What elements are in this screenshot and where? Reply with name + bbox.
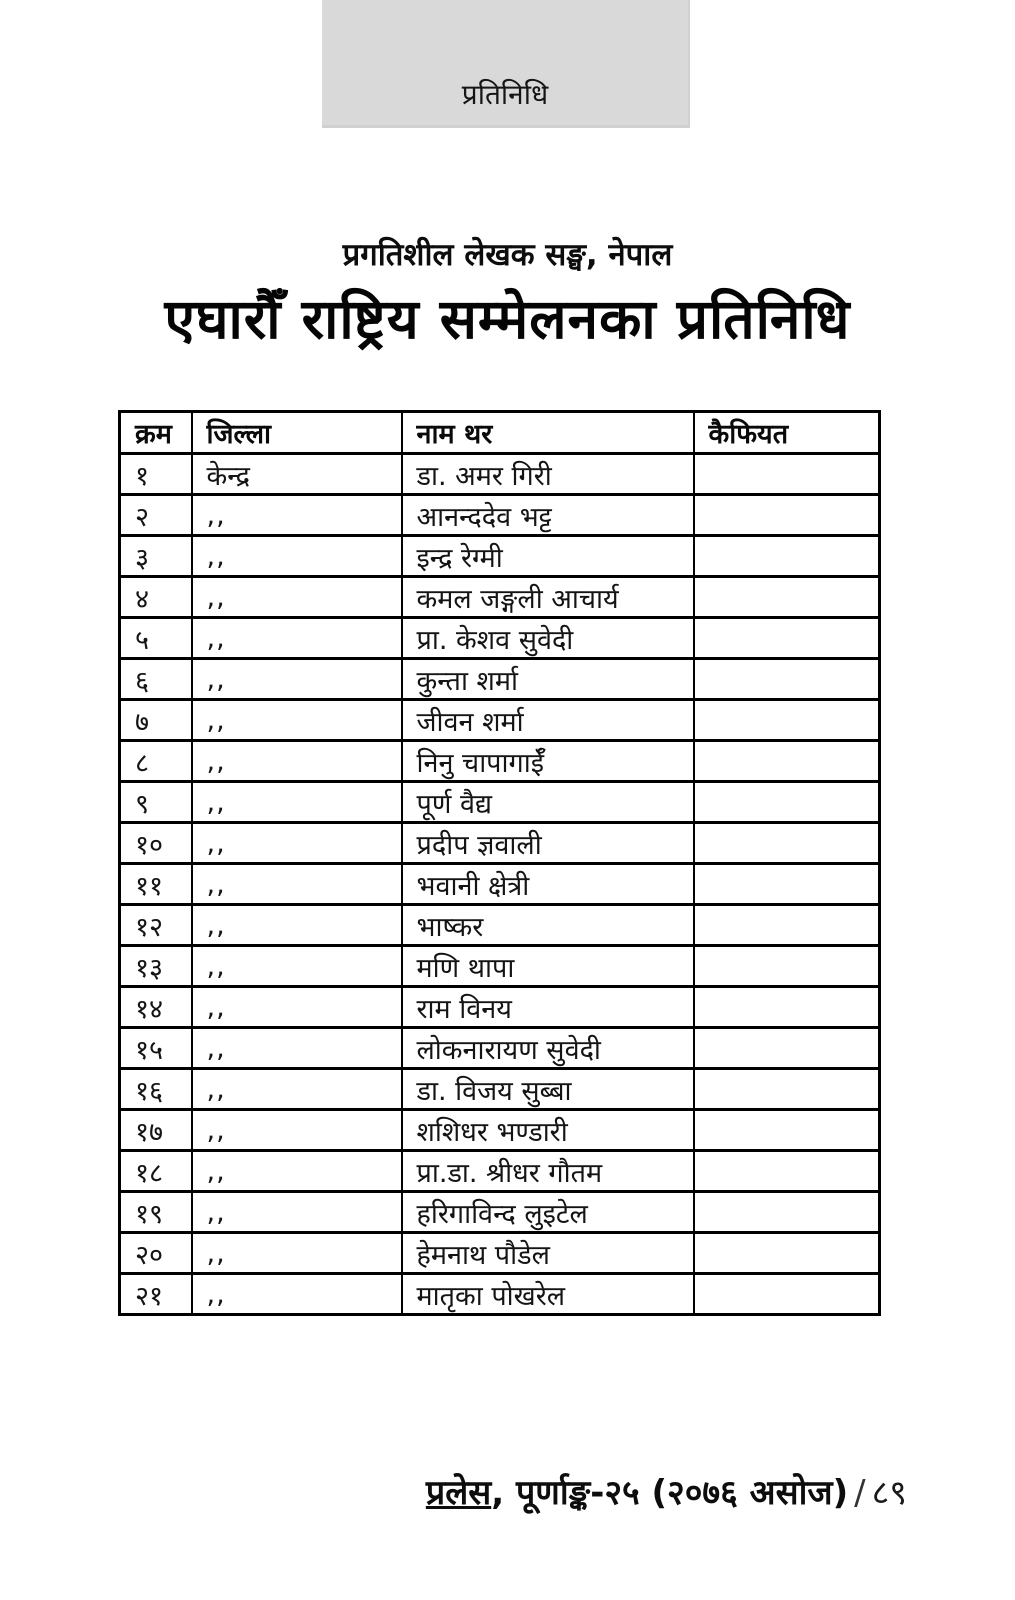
sn-cell: १८ [120,1151,192,1192]
sn-cell: ५ [120,618,192,659]
sn-cell: २० [120,1233,192,1274]
district-cell: ,, [192,495,402,536]
sn-cell: १५ [120,1028,192,1069]
table-row [120,1192,880,1233]
district-cell: ,, [192,618,402,659]
table-row [120,1069,880,1110]
remark-cell [694,536,880,577]
district-cell: ,, [192,1110,402,1151]
remark-cell [694,1151,880,1192]
name-cell: शशिधर भण्डारी [402,1110,694,1151]
sn-cell: ९ [120,782,192,823]
table-row [120,1233,880,1274]
table-row [120,864,880,905]
name-cell: डा. अमर गिरी [402,454,694,495]
remark-cell [694,946,880,987]
page-number: ८९ [871,1473,907,1513]
table-row [120,823,880,864]
district-cell: ,, [192,659,402,700]
table-row [120,946,880,987]
table-row [120,1028,880,1069]
name-cell: हेमनाथ पौडेल [402,1233,694,1274]
column-header-sn: क्रम [120,412,192,454]
name-cell: आनन्ददेव भट्ट [402,495,694,536]
name-cell: डा. विजय सुब्बा [402,1069,694,1110]
issue-info: , पूर्णाङ्क-२५ (२०७६ असोज) [491,1473,849,1513]
footer-separator: / [854,1473,866,1513]
table-row [120,700,880,741]
remark-cell [694,1274,880,1315]
remark-cell [694,905,880,946]
table-row [120,1110,880,1151]
organization-name: प्रगतिशील लेखक सङ्घ, नेपाल [342,237,673,273]
sn-cell: ४ [120,577,192,618]
table-row [120,905,880,946]
running-head-label: प्रतिनिधि [461,78,549,111]
remark-cell [694,741,880,782]
remark-cell [694,1028,880,1069]
table-row [120,659,880,700]
table-row [120,577,880,618]
name-cell: प्रा.डा. श्रीधर गौतम [402,1151,694,1192]
remark-cell [694,1192,880,1233]
sn-cell: ६ [120,659,192,700]
remark-cell [694,618,880,659]
table-row [120,782,880,823]
table-row [120,536,880,577]
remark-cell [694,454,880,495]
column-header-remark: कैफियत [694,412,880,454]
name-cell: हरिगाविन्द लुइटेल [402,1192,694,1233]
sn-cell: १ [120,454,192,495]
table-row [120,1151,880,1192]
name-cell: प्रदीप ज्ञवाली [402,823,694,864]
district-cell: ,, [192,1151,402,1192]
name-cell: लोकनारायण सुवेदी [402,1028,694,1069]
district-cell: ,, [192,782,402,823]
name-cell: मातृका पोखरेल [402,1274,694,1315]
remark-cell [694,987,880,1028]
district-cell: केन्द्र [192,454,402,495]
sn-cell: १३ [120,946,192,987]
district-cell: ,, [192,987,402,1028]
sn-cell: ८ [120,741,192,782]
page-title: एघारौँ राष्ट्रिय सम्मेलनका प्रतिनिधि [164,287,851,351]
district-cell: ,, [192,946,402,987]
table-row [120,495,880,536]
footer-citation [426,1468,907,1514]
district-cell: ,, [192,536,402,577]
name-cell: कुन्ता शर्मा [402,659,694,700]
name-cell: जीवन शर्मा [402,700,694,741]
table-row [120,987,880,1028]
table-row [120,1274,880,1315]
sn-cell: २ [120,495,192,536]
remark-cell [694,495,880,536]
sn-cell: ३ [120,536,192,577]
sn-cell: १७ [120,1110,192,1151]
remark-cell [694,1069,880,1110]
remark-cell [694,659,880,700]
sn-cell: ११ [120,864,192,905]
name-cell: प्रा. केशव सुवेदी [402,618,694,659]
name-cell: भाष्कर [402,905,694,946]
table-row [120,618,880,659]
table-row [120,741,880,782]
remark-cell [694,700,880,741]
sn-cell: १२ [120,905,192,946]
column-header-name: नाम थर [402,412,694,454]
remark-cell [694,823,880,864]
sn-cell: १९ [120,1192,192,1233]
name-cell: भवानी क्षेत्री [402,864,694,905]
remark-cell [694,782,880,823]
name-cell: पूर्ण वैद्य [402,782,694,823]
district-cell: ,, [192,577,402,618]
remark-cell [694,577,880,618]
district-cell: ,, [192,1069,402,1110]
district-cell: ,, [192,864,402,905]
sn-cell: ७ [120,700,192,741]
remark-cell [694,1233,880,1274]
running-head-tab [322,0,690,128]
name-cell: इन्द्र रेग्मी [402,536,694,577]
district-cell: ,, [192,823,402,864]
sn-cell: २१ [120,1274,192,1315]
remark-cell [694,1110,880,1151]
delegates-table [118,410,881,1316]
district-cell: ,, [192,905,402,946]
name-cell: कमल जङ्गली आचार्य [402,577,694,618]
district-cell: ,, [192,1274,402,1315]
district-cell: ,, [192,741,402,782]
name-cell: निनु चापागाईँ [402,741,694,782]
journal-name: प्रलेस [425,1473,492,1513]
table-header-row [120,412,880,454]
sn-cell: १६ [120,1069,192,1110]
remark-cell [694,864,880,905]
district-cell: ,, [192,700,402,741]
table-row [120,454,880,495]
name-cell: राम विनय [402,987,694,1028]
sn-cell: १० [120,823,192,864]
name-cell: मणि थापा [402,946,694,987]
sn-cell: १४ [120,987,192,1028]
district-cell: ,, [192,1028,402,1069]
district-cell: ,, [192,1233,402,1274]
column-header-district: जिल्ला [192,412,402,454]
district-cell: ,, [192,1192,402,1233]
